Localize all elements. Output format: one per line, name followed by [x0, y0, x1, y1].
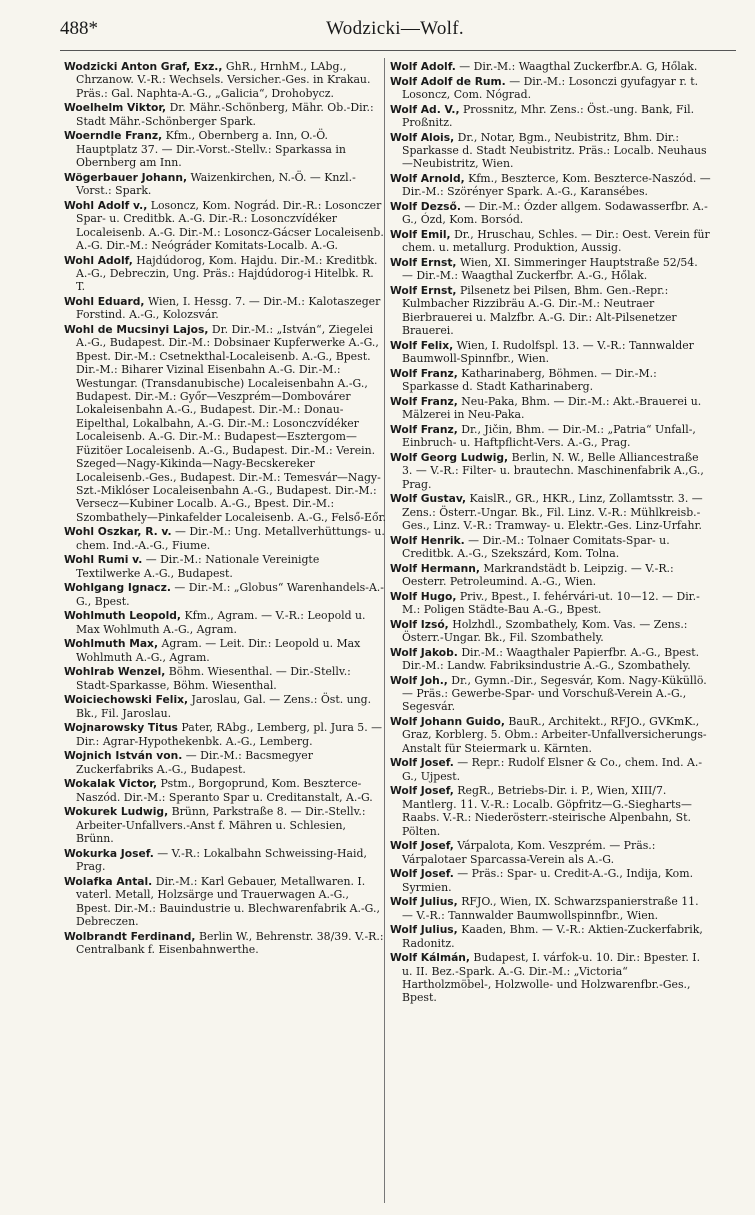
entry-details: Kfm., Obernberg a. Inn, O.-Ö. Hauptplatz 37. — Dir.-Vorst.-Stellv.: Sparkassa in Obernberg am Inn. [76, 129, 346, 170]
entry-details: Wien, I. Rudolfspl. 13. — V.-R.: Tannwalder Baumwoll-Spinnfbr., Wien. [402, 338, 694, 366]
entry-details: Dr., Jičin, Bhm. — Dir.-M.: „Patria“ Unfall-, Einbruch- u. Haftpflicht-Vers. A.-G., Prag. [402, 422, 696, 450]
entry-details: Waizenkirchen, N.-Ö. — Knzl.-Vorst.: Spark. [76, 170, 356, 198]
entry-name: Wolf Josef, [390, 839, 454, 853]
left-column [64, 60, 386, 958]
entry-name: Wohl Adolf, [64, 253, 133, 267]
directory-entry [64, 749, 386, 776]
entry-details: KaislR., GR., HKR., Linz, Zollamtsstr. 3. — Zens.: Österr.-Ungar. Bk., Fil. Linz. V.-R.: Mühlkreisb.-Ges., Linz. V.-R.: Tramway- u. Elektr.-Ges. Linz-Urfahr. [402, 492, 703, 533]
entry-name: Wolf Kálmán, [390, 951, 470, 965]
directory-entry [64, 637, 386, 664]
entry-name: Wodzicki Anton Graf, Exz., [64, 60, 223, 73]
entry-name: Wolf Arnold, [390, 172, 465, 185]
entry-details: — Dir.-M.: Nationale Vereinigte Textilwerke A.-G., Budapest. [76, 553, 320, 580]
entry-name: Wolf Julius, [390, 895, 458, 909]
directory-entry [390, 423, 712, 450]
directory-entry [390, 784, 712, 838]
entry-details: — Dir.-M.: Tolnaer Comitats-Spar- u. Creditbk. A.-G., Szekszárd, Kom. Tolna. [402, 533, 670, 561]
directory-entry [64, 60, 386, 100]
directory-entry [64, 101, 386, 128]
entry-details: Kfm., Beszterce, Kom. Beszterce-Naszód. — Dir.-M.: Szörényer Spark. A.-G., Karansébes. [402, 172, 711, 199]
directory-entry [64, 805, 386, 845]
directory-entry [64, 254, 386, 294]
entry-name: Wolf Adolf. [390, 60, 456, 73]
entry-name: Wolf Johann Guido, [390, 715, 505, 729]
directory-entry [64, 199, 386, 253]
directory-entry [390, 103, 712, 130]
entry-name: Wolf Josef, [390, 784, 454, 798]
entry-name: Wolf Ernst, [390, 284, 457, 297]
entry-name: Wojnarowsky Titus [64, 721, 178, 735]
page-number: 488* [60, 18, 98, 39]
entry-details: Kaaden, Bhm. — V.-R.: Aktien-Zuckerfabrik, Radonitz. [402, 923, 703, 950]
directory-entry [64, 875, 386, 929]
entry-details: Berlin W., Behrenstr. 38/39. V.-R.: Centralbank f. Eisenbahnwerthe. [76, 929, 384, 956]
directory-entry [390, 674, 712, 714]
entry-details: Pstm., Borgoprund, Kom. Beszterce-Naszód. Dir.-M.: Speranto Spar u. Creditanstalt, A.-G. [76, 777, 373, 804]
entry-name: Wohlmuth Max, [64, 637, 159, 651]
entry-details: RegR., Betriebs-Dir. i. P., Wien, XIII/7. Mantlerg. 11. V.-R.: Localb. Göpfritz—G.-Siegharts—Raabs. V.-R.: Niederösterr.-steirische Alpenbahn, St. Pölten. [402, 784, 692, 838]
directory-entry [390, 590, 712, 617]
directory-entry [64, 129, 386, 169]
directory-entry [390, 200, 712, 227]
entry-name: Wolf Ad. V., [390, 102, 460, 116]
directory-entry [390, 492, 712, 532]
entry-details: — V.-R.: Lokalbahn Schweissing-Haid, Prag. [76, 846, 367, 874]
entry-details: Brünn, Parkstraße 8. — Dir.-Stellv.: Arbeiter-Unfallvers.-Anst f. Mähren u. Schlesien, Brünn. [76, 805, 366, 846]
entry-details: GhR., HrnhM., LAbg., Chrzanow. V.-R.: Wechsels. Versicher.-Ges. in Krakau. Präs.: Gal. Naphta-A.-G., „Galicia“, Drohobycz. [76, 60, 371, 100]
entry-details: — Dir.-M.: „Globus“ Warenhandels-A.-G., Bpest. [76, 581, 384, 608]
entry-details: Dr., Gymn.-Dir., Segesvár, Kom. Nagy-Küküllö. — Präs.: Gewerbe-Spar- und Vorschuß-Verein A.-G., Segesvár. [402, 673, 707, 714]
entry-details: Dr., Hruschau, Schles. — Dir.: Oest. Verein für chem. u. metallurg. Produktion, Aussig. [402, 228, 710, 255]
entry-name: Wolf Adolf de Rum. [390, 74, 506, 88]
entry-details: Markrandstädt b. Leipzig. — V.-R.: Oesterr. Petroleumind. A.-G., Wien. [402, 561, 674, 589]
directory-entry [64, 609, 386, 636]
entry-details: Böhm. Wiesenthal. — Dir.-Stellv.: Stadt-Sparkasse, Böhm. Wiesenthal. [76, 665, 351, 692]
entry-details: Holzhdl., Szombathely, Kom. Vas. — Zens.: Österr.-Ungar. Bk., Fil. Szombathely. [402, 617, 688, 645]
entry-name: Wolafka Antal. [64, 874, 153, 888]
directory-entry [64, 721, 386, 748]
entry-details: Budapest, I. várfok-u. 10. Dir.: Bpester. I. u. II. Bez.-Spark. A.-G. Dir.-M.: „Victoria“ Hartholzmöbel-, Holzwolle- und Holzwarenfbr.-Ges., Bpest. [402, 951, 701, 1005]
directory-entry [390, 451, 712, 491]
entry-name: Wolf Hugo, [390, 589, 457, 603]
page-header [60, 18, 730, 44]
directory-entry [390, 867, 712, 894]
directory-entry [64, 930, 386, 957]
directory-entry [64, 525, 386, 552]
directory-entry [64, 693, 386, 720]
entry-name: Wolf Emil, [390, 228, 451, 241]
entry-details: Dr. Mähr.-Schönberg, Mähr. Ob.-Dir.: Stadt Mähr.-Schönberger Spark. [76, 101, 374, 128]
entry-name: Wokalak Victor, [64, 777, 158, 791]
entry-details: — Dir.-M.: Bacsmegyer Zuckerfabriks A.-G., Budapest. [76, 749, 313, 776]
entry-name: Woelhelm Viktor, [64, 101, 167, 115]
entry-name: Wolf Josef. [390, 756, 454, 770]
entry-details: — Dir.-M.: Losonczi gyufagyar r. t. Losoncz, Com. Nógrad. [402, 74, 699, 101]
directory-entry [390, 395, 712, 422]
directory-entry [390, 367, 712, 394]
entry-name: Wolf Josef. [390, 867, 454, 881]
right-column [390, 60, 712, 1006]
directory-entry [64, 295, 386, 322]
entry-name: Wojnich István von. [64, 749, 183, 763]
entry-name: Wohl de Mucsinyi Lajos, [64, 323, 209, 337]
directory-entry [64, 777, 386, 804]
entry-name: Wolf Henrik. [390, 533, 465, 547]
entry-name: Wolf Alois, [390, 130, 455, 144]
entry-details: Dr. Dir.-M.: „István“, Ziegelei A.-G., Budapest. Dir.-M.: Dobsinaer Kupferwerke A.-G., Bpest. Dir.-M.: Csetnekthal-Localeisenb. A.-G., Bpest. Dir.-M.: Biharer Vizinal Eisenbahn A.-G. Dir.-M.: Westungar. (Transdanubische) Localeisenbahn A.-G., Budapest. Dir.-M.: Győr—Veszprém—Dombovárer Lokaleisenbahn A.-G., Budapest. Dir.-M.: Donau-Eipelthal, Lokalbahn, A.-G. Dir.-M.: Losonczvídéker Localeisenb. A.-G. Dir.-M.: Budapest—Esztergom—Füzitöer Localeisenb. A.-G., Budapest. Dir.-M.: Verein. Szeged—Nagy-Kikinda—Nagy-Becskereker Localeisenb.-Ges., Budapest. Dir.-M.: Temesvár—Nagy-Szt.-Miklóser Localeisenbahn A.-G., Budapest. Dir.-M.: Versecz—Kubiner Localb. A.-G., Bpest. Dir.-M.: Szombathely—Pinkafelder Localeisenb. A.-G., Felső-Eőr. [76, 323, 386, 524]
entry-details: — Dir.-M.: Ózder allgem. Sodawasserfbr. A.-G., Ózd, Kom. Borsód. [402, 200, 708, 227]
entry-name: Wohl Oszkar, R. v. [64, 525, 172, 539]
entry-name: Wohl Rumi v. [64, 553, 143, 567]
entry-details: Berlin, N. W., Belle Alliancestraße 3. — V.-R.: Filter- u. brautechn. Maschinenfabrik A.,G., Prag. [402, 450, 704, 491]
directory-entry [390, 951, 712, 1005]
directory-entry [390, 228, 712, 255]
entry-details: Katharinaberg, Böhmen. — Dir.-M.: Sparkasse d. Stadt Katharinaberg. [402, 366, 657, 394]
directory-entry [64, 847, 386, 874]
entry-details: — Dir.-M.: Ung. Metallverhüttungs- u. chem. Ind.-A.-G., Fiume. [76, 525, 385, 552]
entry-name: Wolf Julius, [390, 923, 458, 937]
entry-details: Losoncz, Kom. Nográd. Dir.-R.: Losonczer Spar- u. Creditbk. A.-G. Dir.-R.: Losonczvídéker Localeisenb. A.-G. Dir.-M.: Losoncz-Gácser Localeisenb. A.-G. Dir.-M.: Neógráder Komitats-Localb. A.-G. [76, 198, 384, 253]
entry-details: Dir.-M.: Karl Gebauer, Metallwaren. I. vaterl. Metall, Holzsärge und Trauerwagen A.-G., Bpest. Dir.-M.: Bauindustrie u. Blechwarenfabrik A.-G., Debreczen. [76, 874, 380, 928]
directory-entry [390, 715, 712, 755]
entry-details: Wien, I. Hessg. 7. — Dir.-M.: Kalotaszeger Forstind. A.-G., Kolozsvár. [76, 295, 381, 322]
entry-name: Wokurek Ludwig, [64, 805, 169, 819]
entry-details: Wien, XI. Simmeringer Hauptstraße 52/54. — Dir.-M.: Waagthal Zuckerfbr. A.-G., Hőlak. [402, 256, 698, 283]
entry-name: Wohlrab Wenzel, [64, 665, 166, 679]
entry-details: RFJO., Wien, IX. Schwarzspanierstraße 11. — V.-R.: Tannwalder Baumwollspinnfbr., Wien. [402, 895, 699, 922]
entry-details: Pilsenetz bei Pilsen, Bhm. Gen.-Repr.: Kulmbacher Rizzibräu A.-G. Dir.-M.: Neutraer Bierbrauerei u. Malzfbr. A.-G. Dir.: Alt-Pilsenetzer Brauerei. [402, 284, 677, 338]
directory-entry [390, 339, 712, 366]
directory-entry [390, 756, 712, 783]
entry-details: — Präs.: Spar- u. Credit-A.-G., Indija, Kom. Syrmien. [402, 867, 694, 894]
page-title: Wodzicki—Wolf. [326, 18, 464, 39]
directory-entry [390, 923, 712, 950]
entry-details: Priv., Bpest., I. fehérvári-ut. 10—12. — Dir.-M.: Poligen Städte-Bau A.-G., Bpest. [402, 589, 700, 617]
entry-details: Hajdúdorog, Kom. Hajdu. Dir.-M.: Kreditbk. A.-G., Debreczin, Ung. Präs.: Hajdúdorog-i Hitelbk. R. T. [76, 253, 378, 294]
directory-entry [390, 256, 712, 283]
entry-name: Wolf Dezső. [390, 200, 461, 213]
directory-entry [390, 172, 712, 199]
entry-name: Wögerbauer Johann, [64, 170, 188, 184]
entry-name: Wohlmuth Leopold, [64, 609, 181, 623]
entry-details: Pater, RAbg., Lemberg, pl. Jura 5. — Dir.: Agrar-Hypothekenbk. A.-G., Lemberg. [76, 721, 383, 748]
entry-name: Wolf Felix, [390, 338, 454, 352]
entry-details: Dir.-M.: Waagthaler Papierfbr. A.-G., Bpest. Dir.-M.: Landw. Fabriksindustrie A.-G., Szombathely. [402, 645, 700, 673]
directory-entry [64, 665, 386, 692]
entry-name: Wohl Adolf v., [64, 198, 148, 212]
entry-name: Wolbrandt Ferdinand, [64, 929, 196, 943]
entry-name: Wolf Izsó, [390, 617, 449, 631]
entry-name: Wokurka Josef. [64, 846, 154, 860]
entry-name: Wolf Georg Ludwig, [390, 450, 509, 464]
directory-entry [390, 646, 712, 673]
directory-entry [64, 553, 386, 580]
entry-name: Wolf Hermann, [390, 561, 480, 575]
entry-name: Wolf Franz, [390, 422, 458, 436]
entry-name: Wolf Franz, [390, 366, 458, 380]
directory-entry [390, 618, 712, 645]
entry-details: Prossnitz, Mhr. Zens.: Öst.-ung. Bank, Fil. Proßnitz. [402, 102, 695, 129]
directory-entry [390, 562, 712, 589]
directory-entry [390, 60, 712, 73]
entry-details: Jaroslau, Gal. — Zens.: Öst. ung. Bk., Fil. Jaroslau. [76, 693, 372, 720]
entry-details: Neu-Paka, Bhm. — Dir.-M.: Akt.-Brauerei u. Mälzerei in Neu-Paka. [402, 394, 702, 422]
directory-entry [390, 895, 712, 922]
header-rule [60, 50, 736, 51]
directory-entry [64, 581, 386, 608]
directory-entry [64, 171, 386, 198]
entry-details: BauR., Architekt., RFJO., GVKmK., Graz, Korblerg. 5. Obm.: Arbeiter-Unfallversicherungs-Anstalt für Steiermark u. Kärnten. [402, 715, 707, 755]
directory-entry [390, 839, 712, 866]
entry-name: Wolf Jakob. [390, 645, 458, 659]
entry-name: Wohl Eduard, [64, 295, 145, 309]
entry-name: Wohlgang Ignacz. [64, 581, 171, 595]
directory-entry [390, 284, 712, 338]
directory-entry [64, 323, 386, 524]
directory-entry [390, 75, 712, 102]
entry-details: Dr., Notar, Bgm., Neubistritz, Bhm. Dir.: Sparkasse d. Stadt Neubistritz. Präs.: Localb. Neuhaus—Neubistritz, Wien. [402, 130, 707, 171]
entry-name: Wolf Ernst, [390, 256, 457, 269]
entry-details: — Repr.: Rudolf Elsner & Co., chem. Ind. A.-G., Ujpest. [402, 756, 703, 783]
entry-name: Wolf Joh., [390, 673, 448, 687]
entry-details: Várpalota, Kom. Veszprém. — Präs.: Várpalotaer Sparcassa-Verein als A.-G. [402, 839, 656, 866]
directory-entry [390, 131, 712, 171]
entry-name: Woerndle Franz, [64, 129, 163, 143]
directory-entry [390, 534, 712, 561]
entry-name: Wolf Franz, [390, 394, 458, 408]
entry-details: Agram. — Leit. Dir.: Leopold u. Max Wohlmuth A.-G., Agram. [76, 637, 361, 664]
entry-name: Woiciechowski Felix, [64, 693, 189, 707]
entry-details: Kfm., Agram. — V.-R.: Leopold u. Max Wohlmuth A.-G., Agram. [76, 609, 366, 636]
entry-details: — Dir.-M.: Waagthal Zuckerfbr.A. G, Hőlak. [455, 60, 698, 73]
entry-name: Wolf Gustav, [390, 492, 467, 506]
